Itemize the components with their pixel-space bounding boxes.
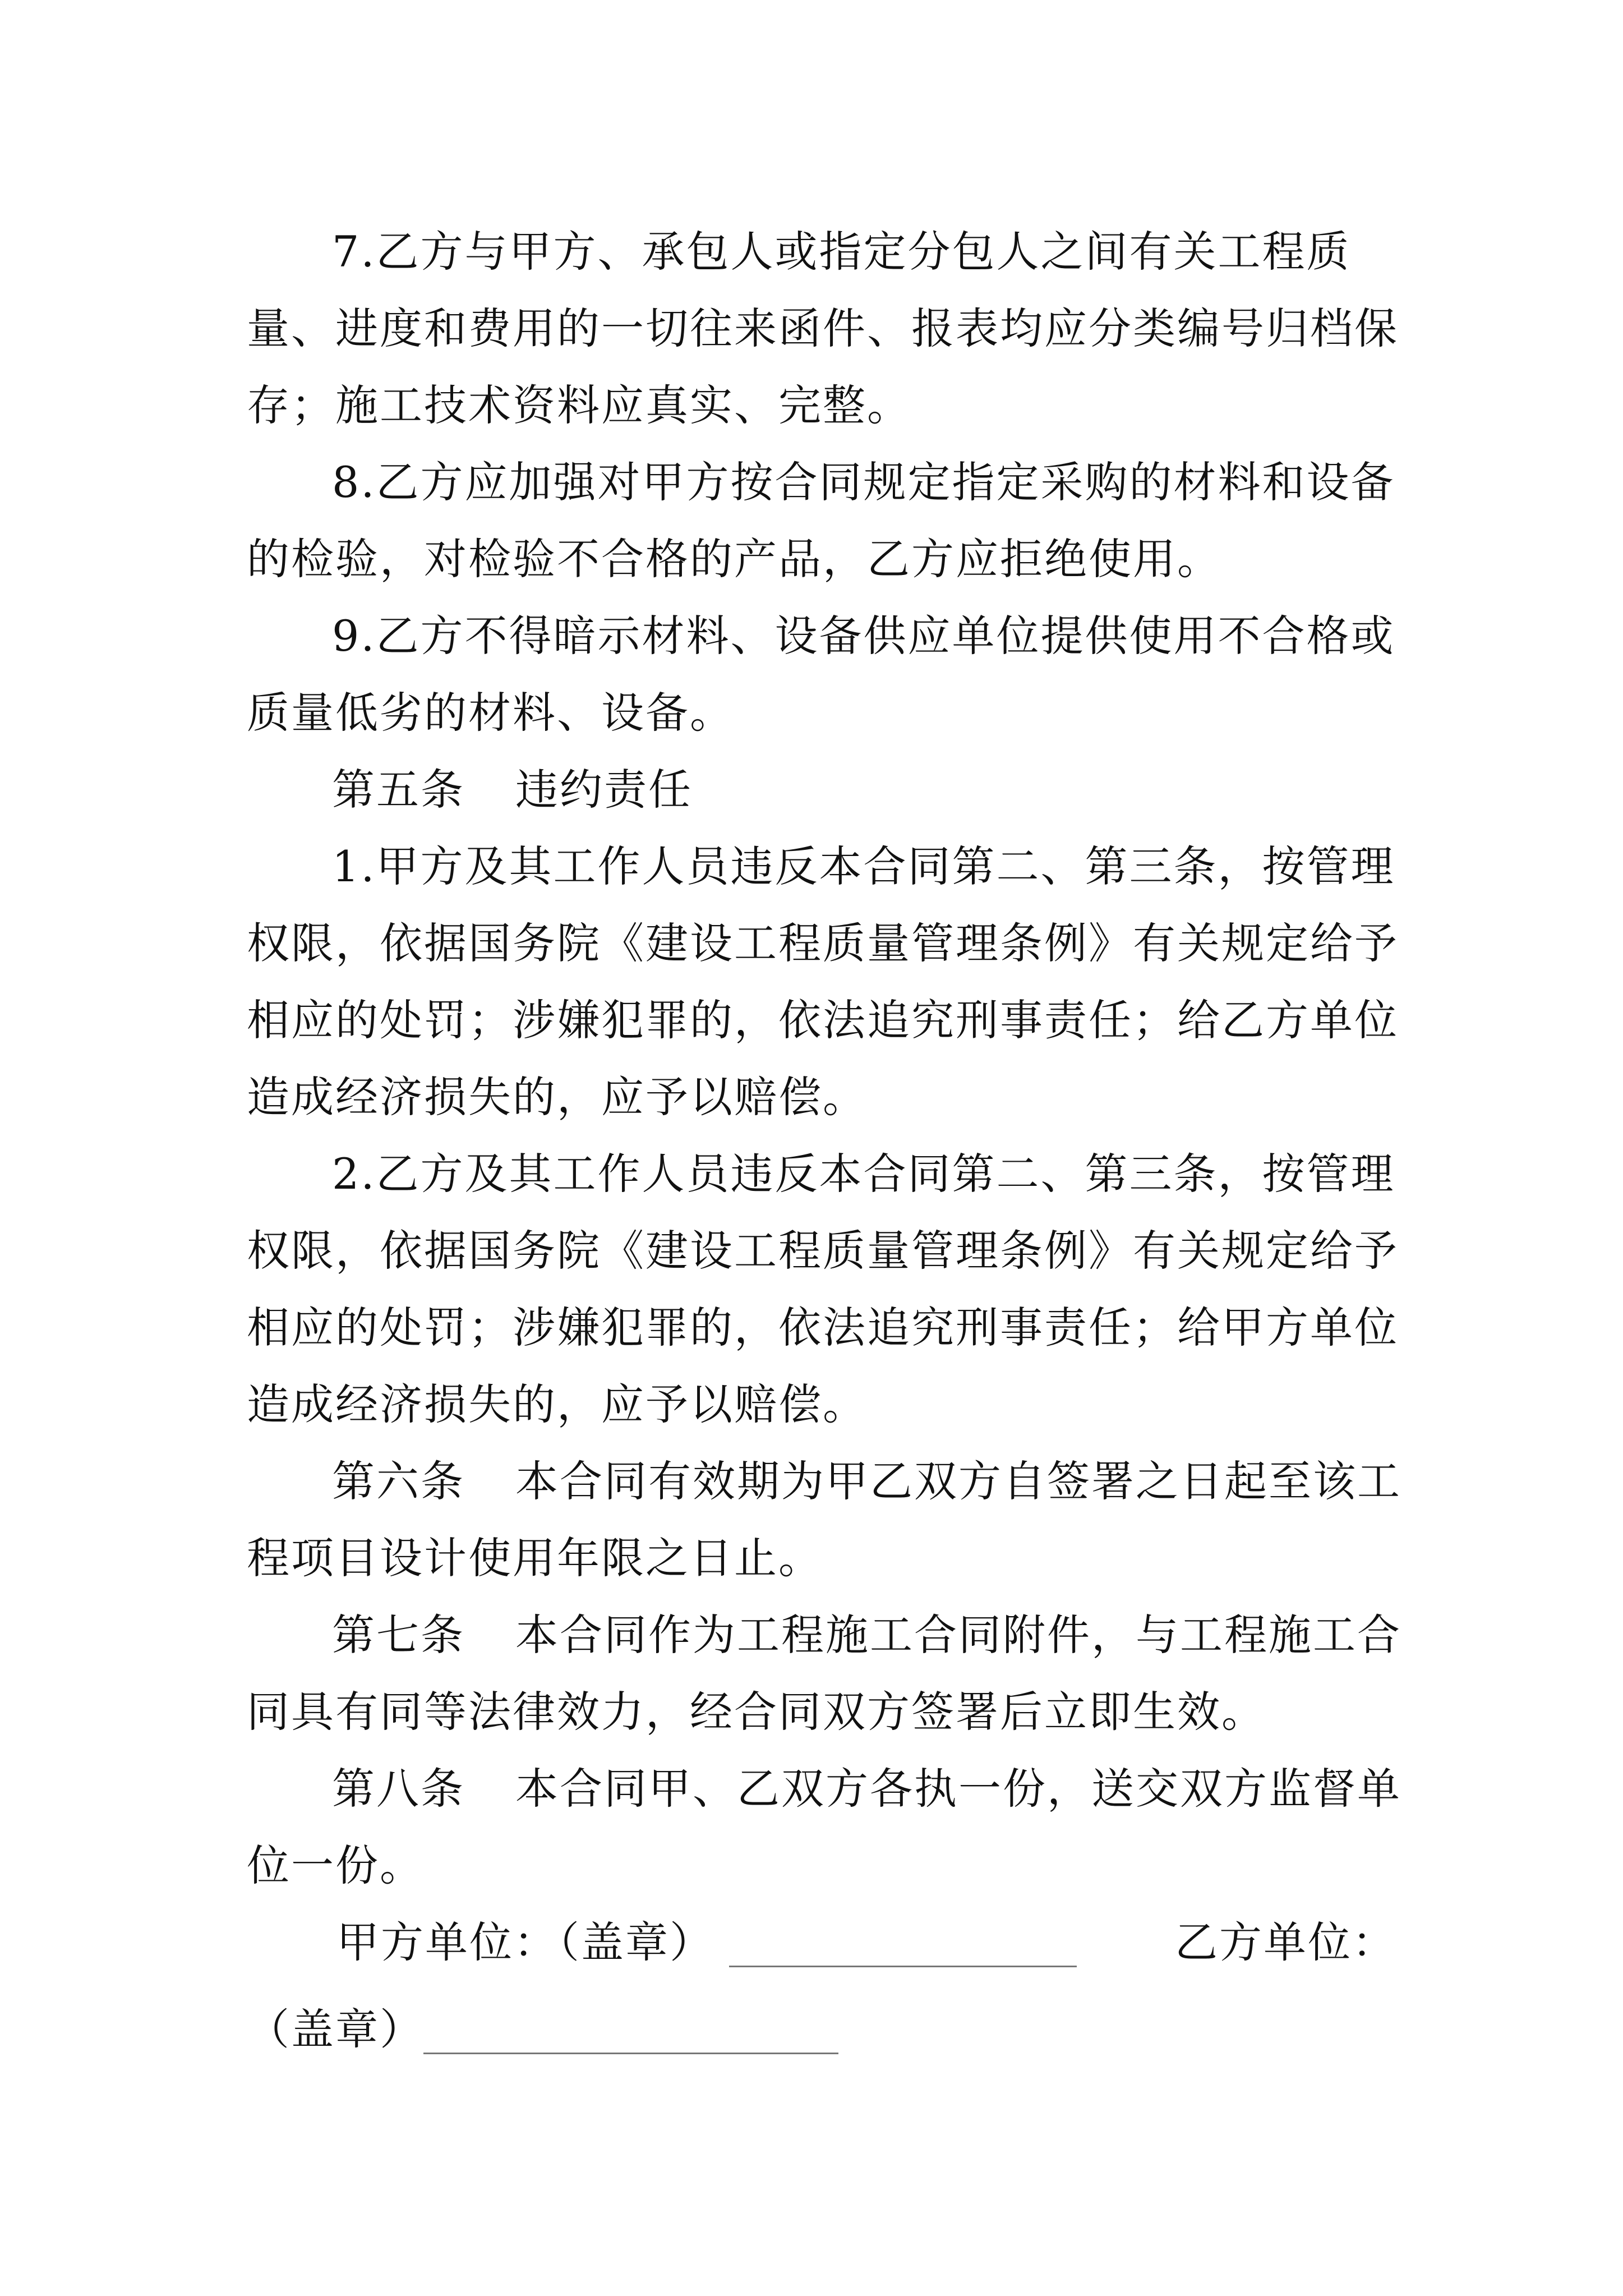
clause-8: 8.乙方应加强对甲方按合同规定指定采购的材料和设备的检验，对检验不合格的产品，乙方应拒绝使用。	[247, 457, 1395, 584]
article-5-number: 第五条	[332, 765, 465, 815]
article-6-text: 本合同有效期为甲乙双方自签署之日起至该工程项目设计使用年限之日止。	[247, 1456, 1401, 1583]
clause-7: 7.乙方与甲方、承包人或指定分包人之间有关工程质量、进度和费用的一切往来函件、报表均应分类编号归档保存；施工技术资料应真实、完整。	[247, 227, 1399, 430]
article-5-item-1: 1.甲方及其工作人员违反本合同第二、第三条，按管理权限，依据国务院《建设工程质量管理条例》有关规定给予相应的处罚；涉嫌犯罪的，依法追究刑事责任；给乙方单位造成经济损失的，应予以赔偿。	[247, 841, 1399, 1122]
signature-row-2	[247, 1981, 1436, 2058]
party-a-signature-label: 甲方单位：（盖章）	[336, 1917, 714, 1967]
article-6-number: 第六条	[332, 1456, 465, 1506]
party-b-signature-line	[423, 2053, 838, 2054]
article-7-number: 第七条	[332, 1610, 465, 1660]
article-8	[247, 1750, 1436, 1904]
article-5-heading	[247, 751, 1436, 828]
party-a-signature-line	[729, 1966, 1077, 1967]
article-7-text: 本合同作为工程施工合同附件，与工程施工合同具有同等法律效力，经合同双方签署后立即生效。	[247, 1610, 1401, 1737]
party-b-signature-label: 乙方单位：	[1175, 1917, 1396, 1967]
article-7	[247, 1596, 1436, 1750]
article-5-title: 违约责任	[515, 765, 693, 815]
article-5-item-2: 2.乙方及其工作人员违反本合同第二、第三条，按管理权限，依据国务院《建设工程质量管理条例》有关规定给予相应的处罚；涉嫌犯罪的，依法追究刑事责任；给甲方单位造成经济损失的，应予以赔偿。	[247, 1149, 1399, 1429]
article-8-text: 本合同甲、乙双方各执一份，送交双方监督单位一份。	[247, 1764, 1401, 1890]
clause-9: 9.乙方不得暗示材料、设备供应单位提供使用不合格或质量低劣的材料、设备。	[247, 611, 1395, 738]
article-8-number: 第八条	[332, 1764, 465, 1814]
article-6	[247, 1443, 1436, 1596]
document-body	[247, 213, 1436, 2058]
party-b-seal-label: （盖章）	[247, 2004, 424, 2054]
signature-row	[247, 1904, 1436, 1981]
